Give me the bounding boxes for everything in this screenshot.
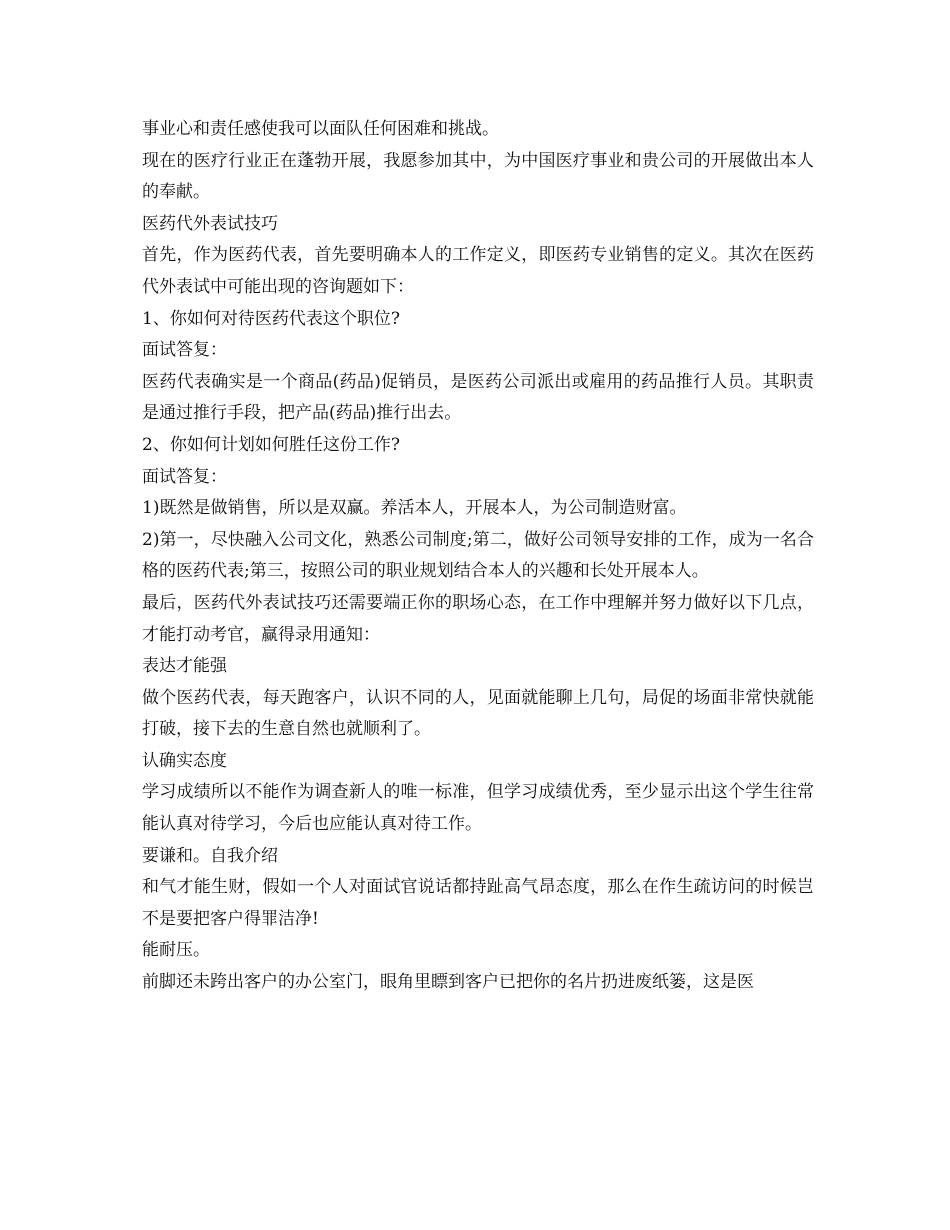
section-heading: 表达才能强	[142, 656, 227, 677]
document-body	[142, 114, 814, 999]
paragraph: 学习成绩所以不能作为调查新人的唯一标准，但学习成绩优秀，至少显示出这个学生往常能认真对待学习，今后也应能认真对待工作。	[142, 782, 814, 835]
section-heading: 医药代外表试技巧	[142, 213, 278, 234]
paragraph: 现在的医疗行业正在蓬勃开展，我愿参加其中，为中国医疗事业和贵公司的开展做出本人的奉献。	[142, 150, 814, 203]
section-heading: 认确实态度	[142, 750, 227, 771]
paragraph: 医药代表确实是一个商品(药品)促销员，是医药公司派出或雇用的药品推行人员。其职责是通过推行手段，把产品(药品)推行出去。	[142, 371, 814, 424]
paragraph: 首先，作为医药代表，首先要明确本人的工作定义，即医药专业销售的定义。其次在医药代外表试中可能出现的咨询题如下：	[142, 245, 814, 297]
section-heading: 要谦和。自我介绍	[142, 845, 278, 866]
paragraph: 事业心和责任感使我可以面队任何困难和挑战。	[142, 119, 499, 139]
paragraph: 2)第一，尽快融入公司文化，熟悉公司制度;第二，做好公司领导安排的工作，成为一名合格的医药代表;第三，按照公司的职业规划结合本人的兴趣和长处开展本人。	[142, 529, 814, 582]
paragraph: 最后，医药代外表试技巧还需要端正你的职场心态，在工作中理解并努力做好以下几点，才能打动考官，赢得录用通知：	[142, 592, 814, 645]
paragraph: 前脚还未跨出客户的办公室门，眼角里瞟到客户已把你的名片扔进废纸篓，这是医	[142, 972, 754, 993]
answer-label: 面试答复：	[142, 340, 227, 361]
question: 1、你如何对待医药代表这个职位?	[142, 308, 400, 329]
paragraph: 1)既然是做销售，所以是双赢。养活本人，开展本人，为公司制造财富。	[142, 498, 687, 519]
section-heading: 能耐压。	[142, 940, 210, 961]
paragraph: 做个医药代表，每天跑客户，认识不同的人，见面就能聊上几句，局促的场面非常快就能打破，接下去的生意自然也就顺利了。	[142, 687, 814, 740]
answer-label: 面试答复：	[142, 466, 227, 487]
question: 2、你如何计划如何胜任这份工作?	[142, 434, 400, 455]
paragraph: 和气才能生财，假如一个人对面试官说话都持趾高气昂态度，那么在作生疏访问的时候岂不是要把客户得罪洁净!	[142, 877, 814, 929]
